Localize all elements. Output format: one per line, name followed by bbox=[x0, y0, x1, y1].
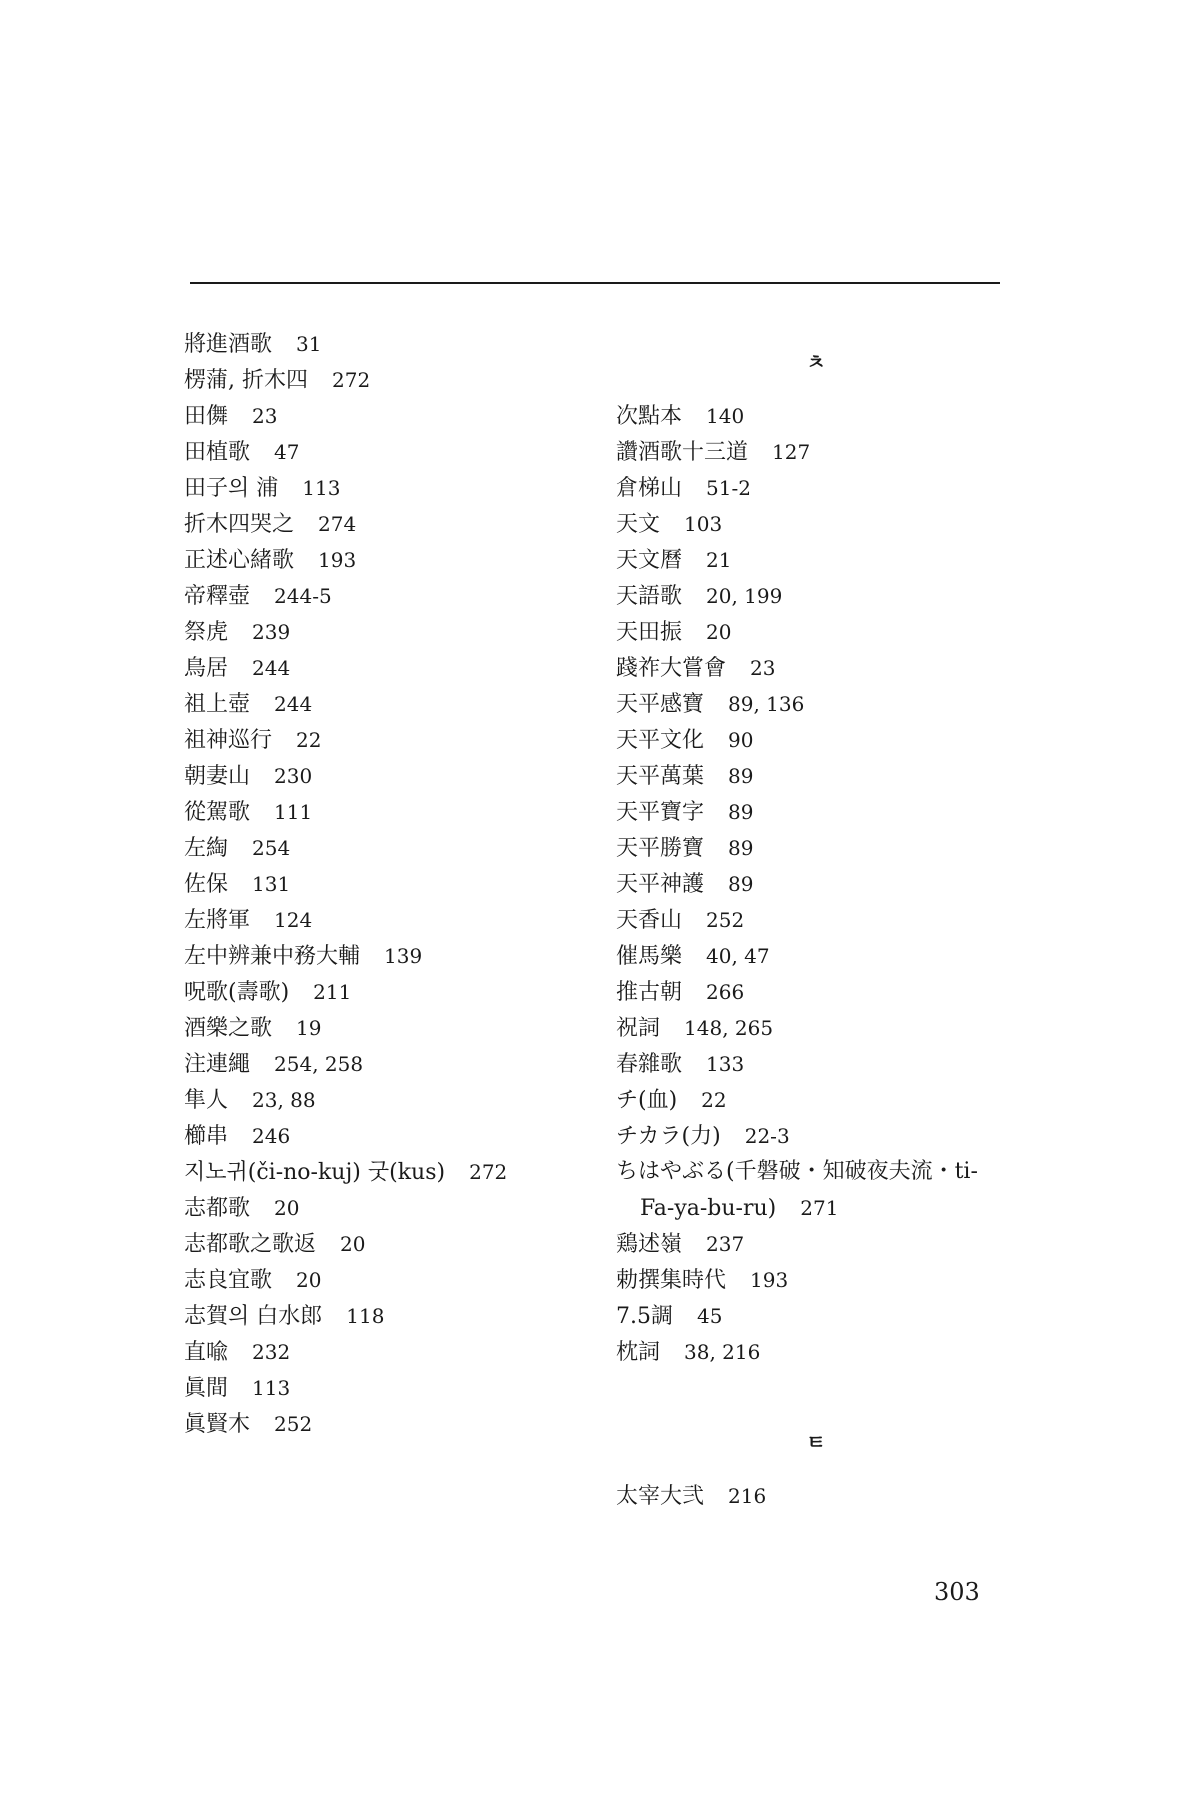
index-entry: 田儛 23 bbox=[184, 404, 278, 429]
index-entry: 注連繩 254, 258 bbox=[184, 1052, 364, 1077]
index-entry: 志賀의 白水郎 118 bbox=[184, 1304, 385, 1329]
index-entry: 櫛串 246 bbox=[184, 1124, 291, 1149]
index-entry: 祭虎 239 bbox=[184, 620, 291, 645]
index-entry: 次點本 140 bbox=[616, 404, 745, 429]
index-entry: 踐祚大嘗會 23 bbox=[616, 656, 776, 681]
index-entry: 倉梯山 51-2 bbox=[616, 476, 751, 501]
index-entry: 鳥居 244 bbox=[184, 656, 291, 681]
header-rule bbox=[190, 282, 1000, 284]
index-entry: 催馬樂 40, 47 bbox=[616, 944, 770, 969]
index-entry: 枕詞 38, 216 bbox=[616, 1340, 761, 1365]
index-entry: 左綯 254 bbox=[184, 836, 291, 861]
index-entry: 田植歌 47 bbox=[184, 440, 300, 465]
index-entry: ちはやぶる(千磐破・知破夜夫流・ti- bbox=[616, 1159, 978, 1184]
index-entry: 志良宜歌 20 bbox=[184, 1268, 322, 1293]
index-entry: 左中辨兼中務大輔 139 bbox=[184, 944, 423, 969]
index-entry: 隼人 23, 88 bbox=[184, 1088, 316, 1113]
index-entry: チ(血) 22 bbox=[616, 1088, 727, 1113]
index-entry: 天語歌 20, 199 bbox=[616, 584, 783, 609]
index-entry: 天田振 20 bbox=[616, 620, 732, 645]
index-entry: 太宰大弐 216 bbox=[616, 1484, 767, 1509]
index-entry: 天文曆 21 bbox=[616, 548, 732, 573]
index-entry: 祖上壺 244 bbox=[184, 692, 313, 717]
index-entry: 推古朝 266 bbox=[616, 980, 745, 1005]
index-entry: 正述心緒歌 193 bbox=[184, 548, 357, 573]
section-heading: ㅊ bbox=[806, 350, 826, 374]
page-number: 303 bbox=[934, 1578, 980, 1606]
index-column-left bbox=[184, 326, 624, 1442]
index-entry: 呪歌(壽歌) 211 bbox=[184, 980, 352, 1005]
index-entry: 天平勝寶 89 bbox=[616, 836, 754, 861]
index-entry: 天平萬葉 89 bbox=[616, 764, 754, 789]
index-entry: 田子의 浦 113 bbox=[184, 476, 341, 501]
index-entry: 眞賢木 252 bbox=[184, 1412, 313, 1437]
index-entry: 勅撰集時代 193 bbox=[616, 1268, 789, 1293]
index-entry: 楞蒲, 折木四 272 bbox=[184, 368, 371, 393]
index-entry: 直喩 232 bbox=[184, 1340, 291, 1365]
index-entry: 眞間 113 bbox=[184, 1376, 291, 1401]
index-entry-continuation: Fa-ya-bu-ru) 271 bbox=[640, 1196, 839, 1221]
index-entry: 酒樂之歌 19 bbox=[184, 1016, 322, 1041]
index-column-right bbox=[616, 326, 1016, 1514]
index-entry: 讚酒歌十三道 127 bbox=[616, 440, 811, 465]
index-entry: 佐保 131 bbox=[184, 872, 291, 897]
index-entry: 天平神護 89 bbox=[616, 872, 754, 897]
index-entry: 志都歌 20 bbox=[184, 1196, 300, 1221]
section-heading: ㅌ bbox=[806, 1430, 826, 1454]
index-entry: 將進酒歌 31 bbox=[184, 332, 322, 357]
index-entry: 祖神巡行 22 bbox=[184, 728, 322, 753]
index-entry: 折木四哭之 274 bbox=[184, 512, 357, 537]
index-entry: チカラ(力) 22-3 bbox=[616, 1124, 790, 1149]
index-entry: 天香山 252 bbox=[616, 908, 745, 933]
index-entry: 天平感寶 89, 136 bbox=[616, 692, 805, 717]
index-entry: 從駕歌 111 bbox=[184, 800, 313, 825]
index-entry: 天平文化 90 bbox=[616, 728, 754, 753]
spacer bbox=[616, 1370, 1016, 1406]
index-entry: 祝詞 148, 265 bbox=[616, 1016, 774, 1041]
index-entry: 朝妻山 230 bbox=[184, 764, 313, 789]
index-entry: 天文 103 bbox=[616, 512, 723, 537]
index-entry: 7.5調 45 bbox=[616, 1304, 723, 1329]
index-entry: 春雜歌 133 bbox=[616, 1052, 745, 1077]
index-entry: 左將軍 124 bbox=[184, 908, 313, 933]
index-entry: 天平寶字 89 bbox=[616, 800, 754, 825]
index-entry: 志都歌之歌返 20 bbox=[184, 1232, 366, 1257]
index-entry: 지노귀(či-no-kuj) 굿(kus) 272 bbox=[184, 1160, 508, 1185]
index-entry: 帝釋壺 244-5 bbox=[184, 584, 332, 609]
index-entry: 鶏述嶺 237 bbox=[616, 1232, 745, 1257]
